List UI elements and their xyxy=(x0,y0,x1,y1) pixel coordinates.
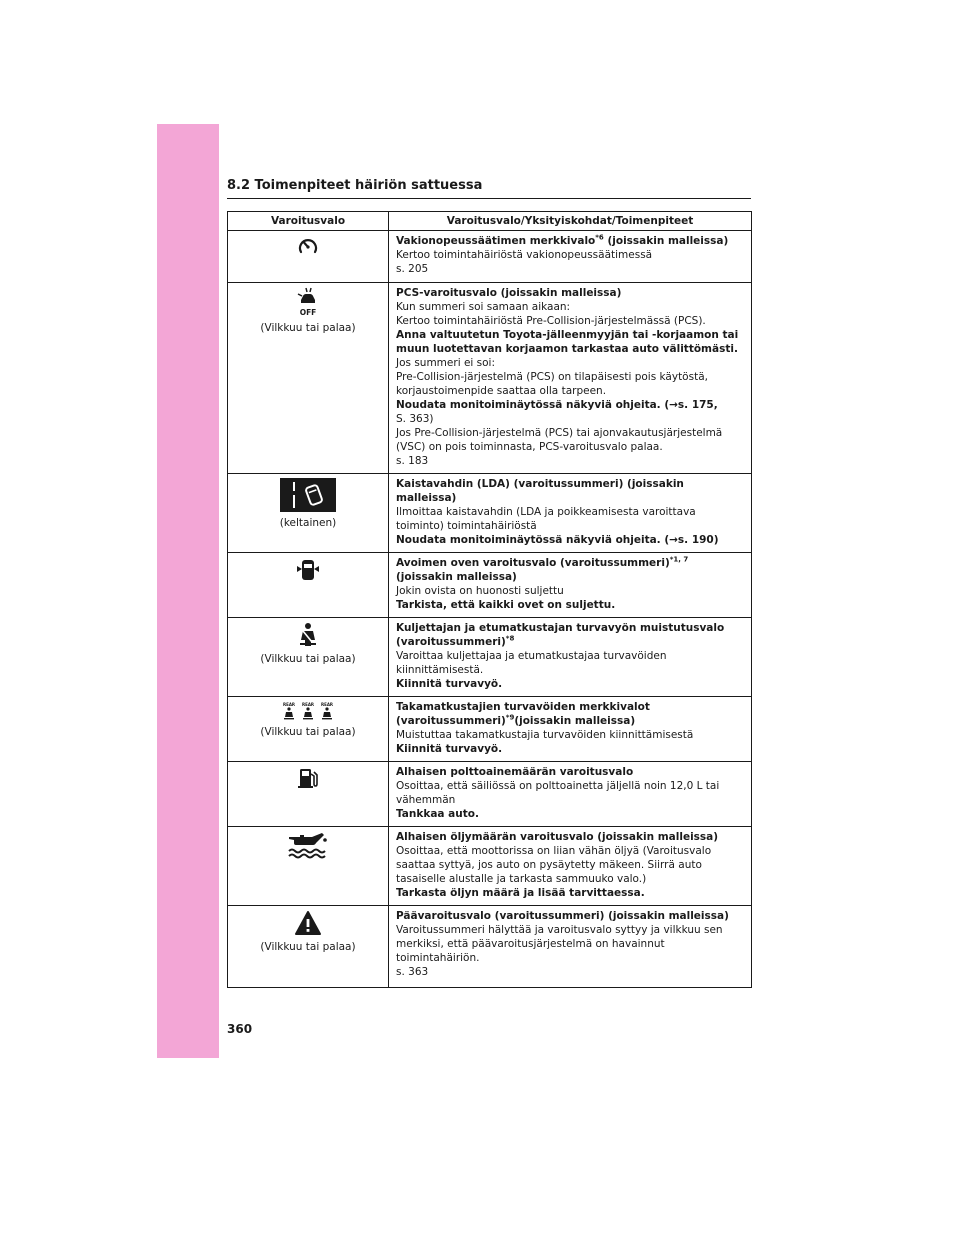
seatbelt-reminder-icon xyxy=(297,622,319,648)
oil-level-icon xyxy=(286,831,330,861)
row-instruction: Tarkista, että kaikki ovet on suljettu. xyxy=(396,599,616,611)
footnote-ref: *1, 7 xyxy=(669,555,689,564)
header-warning-light: Varoitusvalo xyxy=(228,212,389,231)
icon-note: (Vilkkuu tai palaa) xyxy=(260,941,356,953)
details-cell xyxy=(389,827,752,906)
warning-lights-table xyxy=(227,211,752,988)
table-row xyxy=(228,618,752,697)
page-reference: s. 363 xyxy=(396,966,429,978)
row-instruction: Kiinnitä turvavyö. xyxy=(396,678,503,690)
pcs-off-label: OFF xyxy=(299,308,317,317)
icon-cell xyxy=(228,283,389,474)
details-cell xyxy=(389,283,752,474)
row-title-suffix: (varoitussummeri) xyxy=(396,636,506,648)
table-row xyxy=(228,283,752,474)
rear-label: REAR xyxy=(302,702,314,707)
row-text: Muistuttaa takamatkustajia turvavöiden kiinnittämisestä xyxy=(396,729,694,741)
table-row xyxy=(228,906,752,988)
row-instruction: Noudata monitoiminäytössä näkyviä ohjeita. (→s. 175, xyxy=(396,399,718,411)
row-instruction: Tankkaa auto. xyxy=(396,808,479,820)
row-title: Vakionopeussäätimen merkkivalo xyxy=(396,235,596,247)
details-cell xyxy=(389,474,752,553)
details-cell xyxy=(389,762,752,827)
section-divider xyxy=(227,198,751,199)
icon-cell xyxy=(228,618,389,697)
icon-cell xyxy=(228,827,389,906)
page-reference: s. 205 xyxy=(396,263,429,275)
table-header-row xyxy=(228,212,752,231)
row-text: Varoitussummeri hälyttää ja varoitusvalo syttyy ja vilkkuu sen merkiksi, että päävaroitusjärjestelmä on havainnut toimintahäiriön. xyxy=(396,924,723,964)
row-text: Jos Pre-Collision-järjestelmä (PCS) tai ajonvakautusjärjestelmä (VSC) on pois toiminnasta, PCS-varoitusvalo palaa. xyxy=(396,427,723,453)
rear-seatbelt-icon xyxy=(302,702,314,719)
icon-cell xyxy=(228,906,389,988)
table-row xyxy=(228,231,752,283)
row-title-suffix: (joissakin malleissa) xyxy=(514,715,636,727)
row-title: Alhaisen öljymäärän varoitusvalo (joissakin malleissa) xyxy=(396,831,719,843)
table-row xyxy=(228,827,752,906)
icon-cell xyxy=(228,762,389,827)
fuel-pump-icon xyxy=(297,766,319,790)
row-title-suffix: (varoitussummeri) xyxy=(396,715,506,727)
details-cell xyxy=(389,231,752,283)
section-title: 8.2 Toimenpiteet häiriön sattuessa xyxy=(227,178,483,193)
table-row xyxy=(228,553,752,618)
row-text: Varoittaa kuljettajaa ja etumatkustajaa turvavöiden kiinnittämisestä. xyxy=(396,650,667,676)
details-cell xyxy=(389,906,752,988)
open-door-icon xyxy=(295,557,321,583)
icon-note: (Vilkkuu tai palaa) xyxy=(260,653,356,665)
rear-seatbelt-icon xyxy=(283,702,295,719)
rear-label: REAR xyxy=(321,702,333,707)
rear-seatbelt-icons xyxy=(281,701,335,721)
row-instruction: Kiinnitä turvavyö. xyxy=(396,743,503,755)
page-reference: s. 183 xyxy=(396,455,429,467)
row-text: Jokin ovista on huonosti suljettu xyxy=(396,585,564,597)
icon-note: (Vilkkuu tai palaa) xyxy=(260,322,356,334)
footnote-ref: *8 xyxy=(505,634,515,643)
pcs-off-icon xyxy=(295,287,321,317)
row-instruction: Tarkasta öljyn määrä ja lisää tarvittaessa. xyxy=(396,887,645,899)
row-title: Päävaroitusvalo (varoitussummeri) (joissakin malleissa) xyxy=(396,910,729,922)
row-title-suffix: (joissakin malleissa) xyxy=(396,571,517,583)
row-text: Pre-Collision-järjestelmä (PCS) on tilapäisesti pois käytöstä, korjaustoimenpide saattaa olla tarpeen. xyxy=(396,371,708,397)
icon-cell xyxy=(228,697,389,762)
row-text: Kertoo toimintahäiriöstä vakionopeussäätimessä xyxy=(396,249,653,261)
table-row xyxy=(228,474,752,553)
icon-note: (Vilkkuu tai palaa) xyxy=(260,726,356,738)
row-instruction: Noudata monitoiminäytössä näkyviä ohjeita. (→s. 190) xyxy=(396,534,719,546)
row-text: Jos summeri ei soi: xyxy=(396,357,496,369)
header-details: Varoitusvalo/Yksityiskohdat/Toimenpiteet xyxy=(389,212,752,231)
details-cell xyxy=(389,697,752,762)
icon-note: (keltainen) xyxy=(279,517,337,529)
page-number: 360 xyxy=(227,1022,253,1036)
row-title: Kuljettajan ja etumatkustajan turvavyön muistutusvalo xyxy=(396,622,725,634)
details-cell xyxy=(389,553,752,618)
row-text: Ilmoittaa kaistavahdin (LDA ja poikkeamisesta varoittava toiminto) toimintahäiriöstä xyxy=(396,506,696,532)
row-title: Avoimen oven varoitusvalo (varoitussummeri) xyxy=(396,557,670,569)
icon-cell xyxy=(228,231,389,283)
table-row xyxy=(228,697,752,762)
row-instruction: Anna valtuutetun Toyota-jälleenmyyjän tai -korjaamon tai muun luotettavan korjaamon tarkastaa auto välittömästi. xyxy=(396,329,739,355)
table-row xyxy=(228,762,752,827)
cruise-control-gauge-icon xyxy=(296,235,320,259)
page-reference: S. 363) xyxy=(396,413,434,425)
row-title: Kaistavahdin (LDA) (varoitussummeri) (joissakin malleissa) xyxy=(396,478,684,504)
row-title: Takamatkustajien turvavöiden merkkivalot xyxy=(396,701,650,713)
row-text: Kertoo toimintahäiriöstä Pre-Collision-järjestelmässä (PCS). xyxy=(396,315,706,327)
chapter-side-tab xyxy=(157,124,219,1058)
rear-seatbelt-icon xyxy=(321,702,333,719)
row-text: Kun summeri soi samaan aikaan: xyxy=(396,301,571,313)
row-title: PCS-varoitusvalo (joissakin malleissa) xyxy=(396,287,622,299)
row-text: Osoittaa, että säiliössä on polttoainetta jäljellä noin 12,0 L tai vähemmän xyxy=(396,780,720,806)
master-warning-icon xyxy=(294,910,322,936)
rear-label: REAR xyxy=(283,702,295,707)
details-cell xyxy=(389,618,752,697)
row-title-suffix: (joissakin malleissa) xyxy=(603,235,729,247)
footnote-ref: *9 xyxy=(505,713,515,722)
icon-cell xyxy=(228,553,389,618)
lane-departure-alert-icon xyxy=(280,478,336,512)
row-text: Osoittaa, että moottorissa on liian vähän öljyä (Varoitusvalo saattaa syttyä, jos auto on pysäytetty mäkeen. Siirrä auto tasaiselle alustalle ja tarkasta sammuuko valo.) xyxy=(396,845,712,885)
row-title: Alhaisen polttoainemäärän varoitusvalo xyxy=(396,766,634,778)
icon-cell xyxy=(228,474,389,553)
footnote-ref: *6 xyxy=(595,233,604,242)
